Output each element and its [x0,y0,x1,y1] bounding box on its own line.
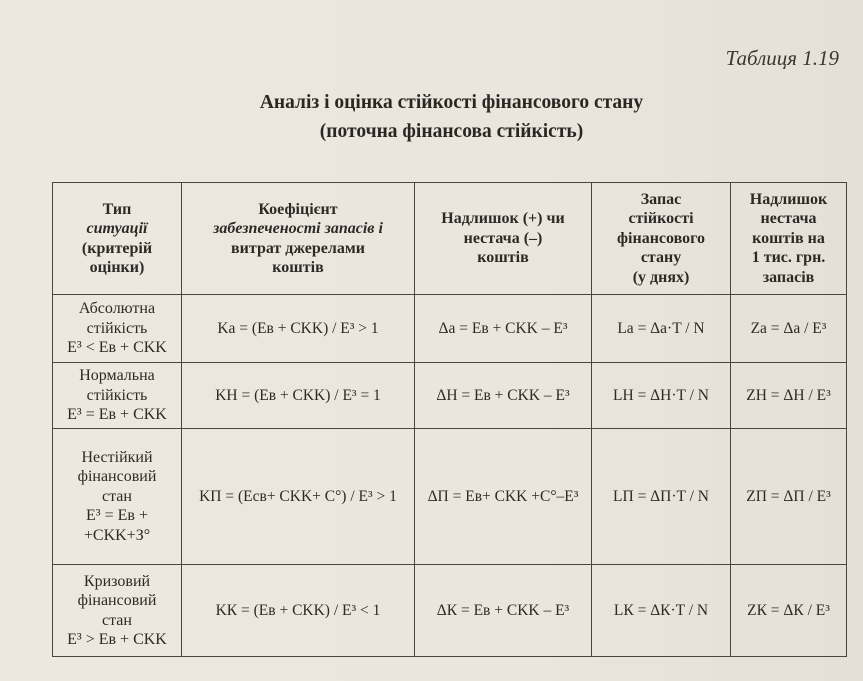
coefficient-formula: KП = (Eсв+ CKK+ C°) / E³ > 1 [182,429,415,565]
table-row-crisis-state [53,565,847,657]
coefficient-formula: Kа = (Eв + CKK) / E³ > 1 [182,295,415,363]
table-header-row [53,183,847,295]
situation-cell: Кризовий фінансовий стан E³ > Eв + CKK [53,565,182,657]
header-surplus-shortage: Надлишок (+) чи нестача (–) коштів [415,183,592,295]
title-line-2: (поточна фінансова стійкість) [319,121,584,142]
per-thousand-formula: ZК = ΔК / E³ [731,565,847,657]
coefficient-formula: KН = (Eв + CKK) / E³ = 1 [182,363,415,429]
surplus-formula: Δа = Eв + CKK – E³ [415,295,592,363]
situation-cell: Нестійкий фінансовий стан E³ = Eв + +CKK+З° [53,429,182,565]
reserve-formula: LП = ΔП·T / N [592,429,731,565]
surplus-formula: ΔК = Eв + CKK – E³ [415,565,592,657]
situation-cell: Нормальна стійкість E³ = Eв + CKK [53,363,182,429]
reserve-formula: LН = ΔН·T / N [592,363,731,429]
title-line-1: Аналіз і оцінка стійкості фінансового стану [259,92,644,113]
table-title [0,88,863,146]
per-thousand-formula: Zа = Δа / E³ [731,295,847,363]
table-row-normal-stability [53,363,847,429]
table-number: Таблиця 1.19 [725,46,839,70]
table-row-absolute-stability [53,295,847,363]
reserve-formula: LК = ΔК·T / N [592,565,731,657]
table-row-unstable-state [53,429,847,565]
header-surplus-per-thousand: Надлишок нестача коштів на 1 тис. грн. запасів [731,183,847,295]
reserve-formula: Lа = Δа·T / N [592,295,731,363]
header-coefficient: Коефіцієнт забезпеченості запасів і витрат джерелами коштів [182,183,415,295]
financial-stability-table [52,182,847,657]
surplus-formula: ΔП = Eв+ CKK +C°–E³ [415,429,592,565]
surplus-formula: ΔН = Eв + CKK – E³ [415,363,592,429]
coefficient-formula: KК = (Eв + CKK) / E³ < 1 [182,565,415,657]
per-thousand-formula: ZП = ΔП / E³ [731,429,847,565]
situation-cell: Абсолютна стійкість E³ < Eв + CKK [53,295,182,363]
per-thousand-formula: ZН = ΔН / E³ [731,363,847,429]
header-situation-type: Тип ситуації (критерій оцінки) [53,183,182,295]
header-stability-reserve: Запас стійкості фінансового стану (у днях) [592,183,731,295]
